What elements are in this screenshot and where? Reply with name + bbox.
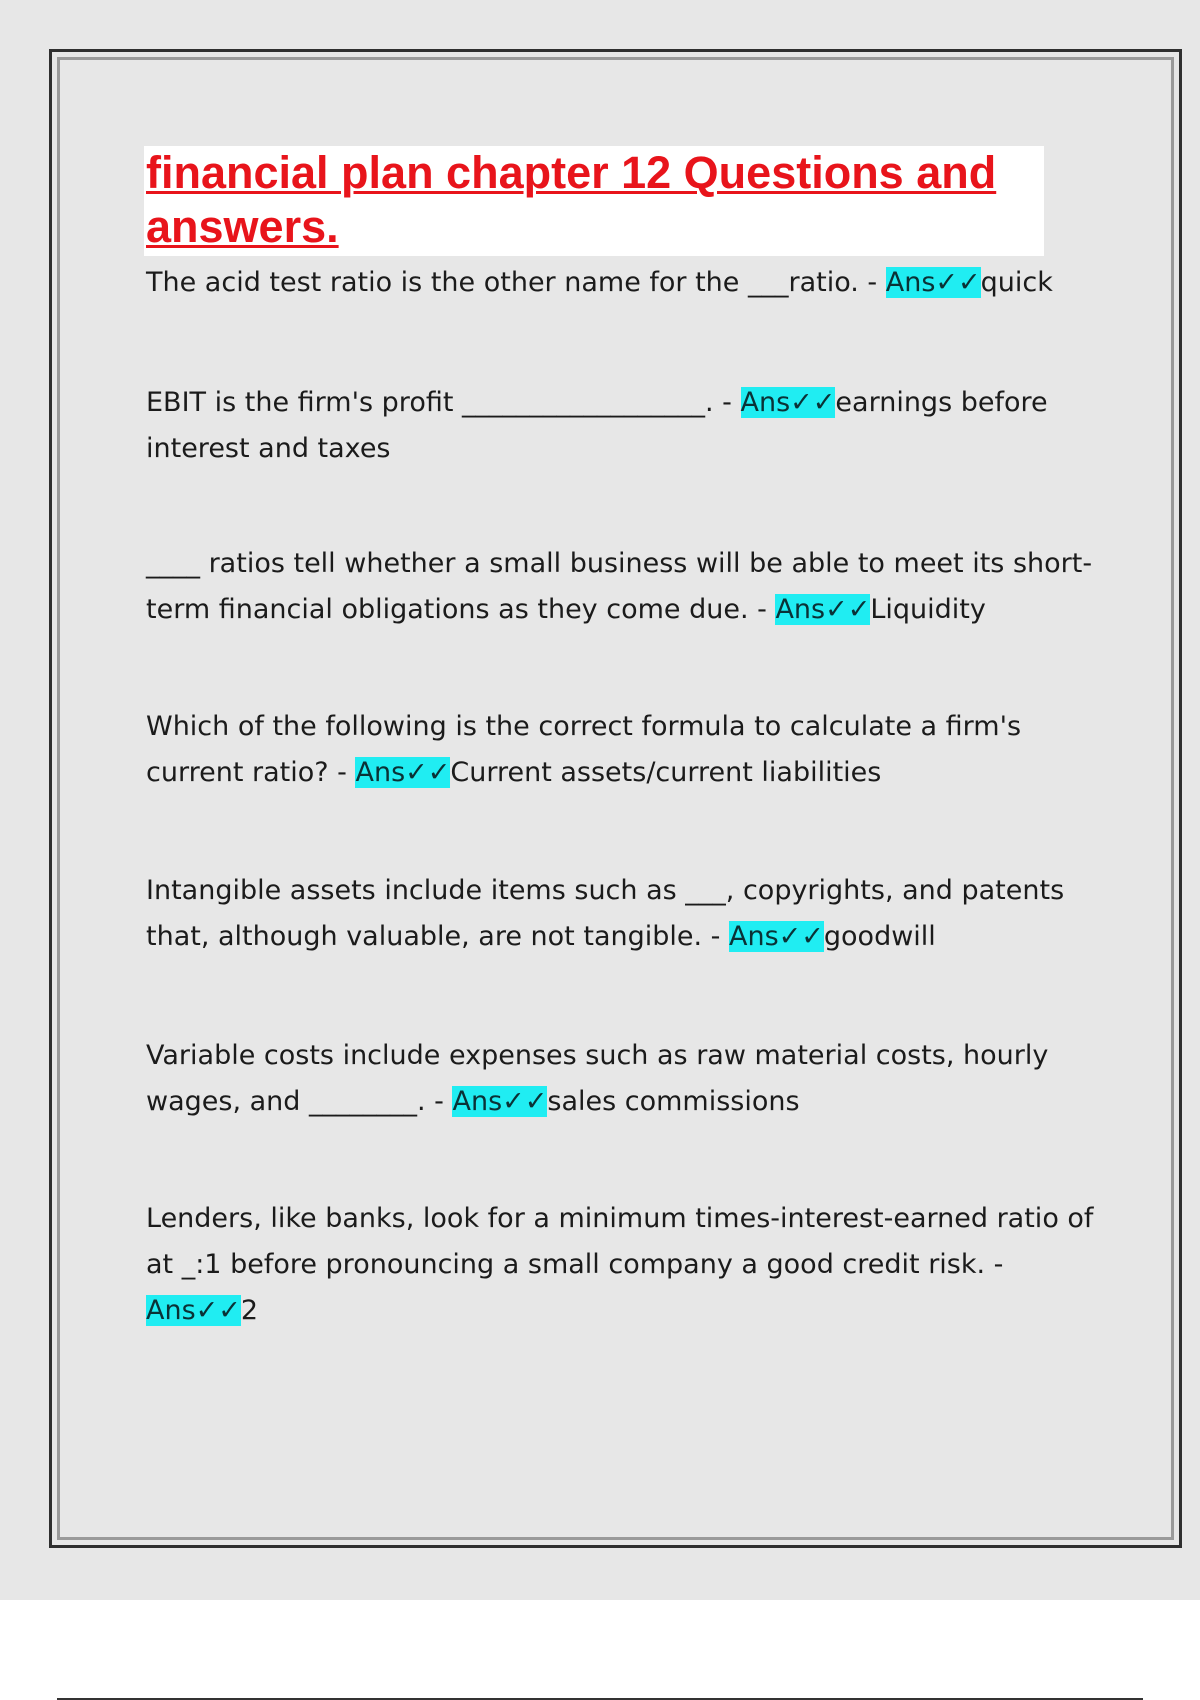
answer-marker: Ans✓✓ <box>885 267 981 298</box>
answer-marker: Ans✓✓ <box>452 1086 548 1117</box>
answer-marker: Ans✓✓ <box>740 387 836 418</box>
answer-text: quick <box>980 267 1053 298</box>
question-text: Intangible assets include items such as ___, copyrights, and patents that, although valuable, are not tangible. - <box>146 875 1065 952</box>
answer-text: earnings before interest and taxes <box>146 387 1048 464</box>
question-text: EBIT is the firm's profit __________________. - <box>146 387 741 418</box>
answer-marker: Ans✓✓ <box>775 594 871 625</box>
answer-marker: Ans✓✓ <box>728 921 824 952</box>
question-text: Lenders, like banks, look for a minimum times-interest-earned ratio of at _:1 before pronouncing a small company a good credit risk. - <box>146 1203 1094 1280</box>
question-text: Which of the following is the correct formula to calculate a firm's current ratio? - <box>146 711 1022 788</box>
qa-item-4 <box>146 704 1096 796</box>
qa-item-2 <box>146 380 1096 472</box>
answer-text: 2 <box>240 1295 259 1326</box>
question-text: ____ ratios tell whether a small business will be able to meet its short-term financial obligations as they come due. - <box>146 548 1093 625</box>
answer-text: sales commissions <box>547 1086 800 1117</box>
question-text: Variable costs include expenses such as raw material costs, hourly wages, and ________. - <box>146 1040 1049 1117</box>
answer-text: goodwill <box>823 921 936 952</box>
document-title: financial plan chapter 12 Questions and answers. <box>146 147 997 252</box>
qa-item-5 <box>146 868 1096 960</box>
answer-text: Liquidity <box>870 594 986 625</box>
question-text: The acid test ratio is the other name for the ___ratio. - <box>146 267 886 298</box>
qa-item-7 <box>146 1196 1096 1334</box>
answer-marker: Ans✓✓ <box>355 757 451 788</box>
qa-item-6 <box>146 1033 1096 1125</box>
qa-item-1 <box>146 260 1096 306</box>
answer-text: Current assets/current liabilities <box>450 757 882 788</box>
qa-item-3 <box>146 541 1096 633</box>
answer-marker: Ans✓✓ <box>146 1295 241 1326</box>
